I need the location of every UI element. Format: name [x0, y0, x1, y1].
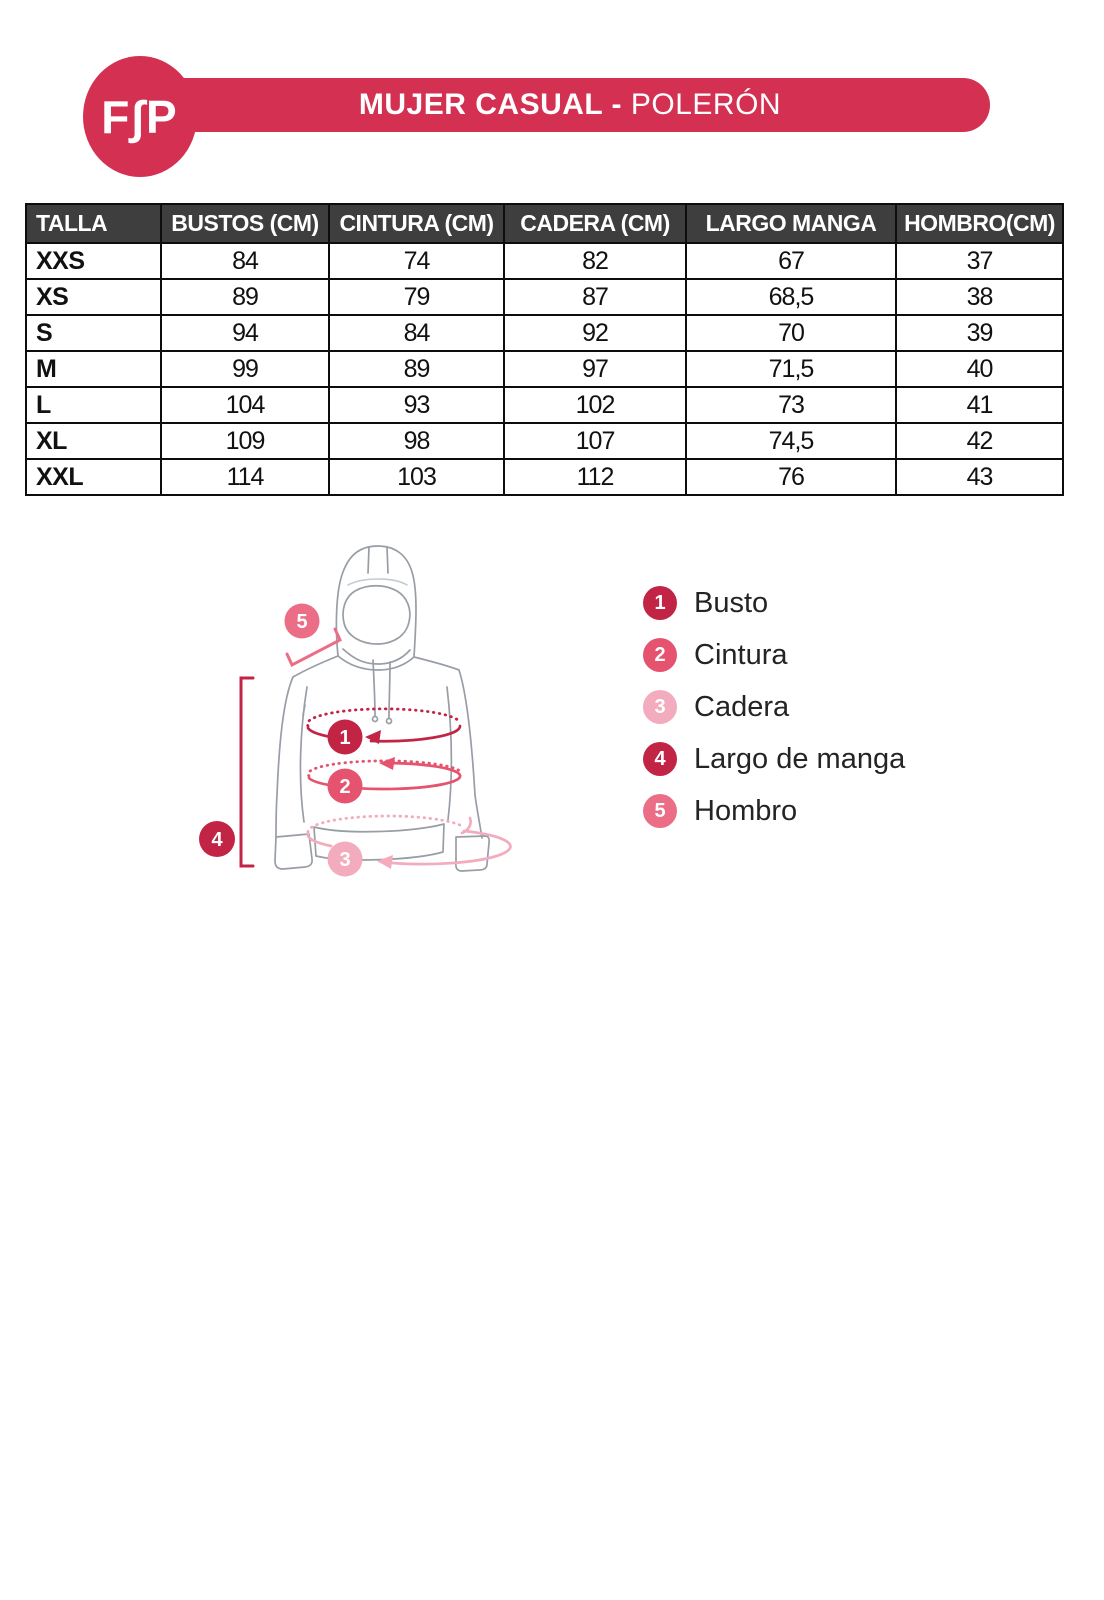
hoodie-measurement-diagram	[195, 515, 535, 890]
diagram-badge-sleeve	[199, 821, 235, 857]
legend-badge-5: 5	[643, 794, 677, 828]
svg-text:1: 1	[339, 727, 351, 749]
size-value: 98	[329, 423, 504, 459]
legend-item	[643, 690, 905, 724]
hoodie-sketch	[275, 546, 489, 871]
legend-label: Largo de manga	[694, 743, 906, 775]
column-header: HOMBRO(CM)	[896, 204, 1063, 243]
table-row	[26, 243, 1063, 279]
size-value: 104	[161, 387, 329, 423]
sleeve-length-line	[241, 678, 253, 866]
size-value: 87	[504, 279, 686, 315]
svg-text:3: 3	[339, 849, 351, 871]
legend-label: Cadera	[694, 691, 790, 723]
size-value: 37	[896, 243, 1063, 279]
size-value: 74,5	[686, 423, 896, 459]
size-value: 114	[161, 459, 329, 495]
title-banner	[150, 78, 990, 132]
size-value: 73	[686, 387, 896, 423]
size-value: 93	[329, 387, 504, 423]
size-value: 97	[504, 351, 686, 387]
size-label: XL	[26, 423, 161, 459]
measurement-legend	[643, 586, 905, 846]
size-label: S	[26, 315, 161, 351]
size-value: 43	[896, 459, 1063, 495]
size-value: 84	[329, 315, 504, 351]
diagram-badge-bust	[328, 720, 363, 755]
size-label: XXS	[26, 243, 161, 279]
legend-item	[643, 794, 905, 828]
size-value: 42	[896, 423, 1063, 459]
size-value: 70	[686, 315, 896, 351]
diagram-badge-waist	[328, 769, 363, 804]
size-value: 38	[896, 279, 1063, 315]
column-header: CADERA (CM)	[504, 204, 686, 243]
column-header: BUSTOS (CM)	[161, 204, 329, 243]
size-value: 76	[686, 459, 896, 495]
column-header: LARGO MANGA	[686, 204, 896, 243]
size-value: 102	[504, 387, 686, 423]
table-row	[26, 351, 1063, 387]
size-label: M	[26, 351, 161, 387]
size-value: 71,5	[686, 351, 896, 387]
table-row	[26, 423, 1063, 459]
column-header: TALLA	[26, 204, 161, 243]
size-label: L	[26, 387, 161, 423]
size-value: 89	[329, 351, 504, 387]
legend-label: Busto	[694, 587, 769, 619]
size-value: 68,5	[686, 279, 896, 315]
diagram-badge-shoulder	[285, 604, 320, 639]
size-value: 92	[504, 315, 686, 351]
legend-item	[643, 638, 905, 672]
size-table	[25, 203, 1064, 496]
size-value: 40	[896, 351, 1063, 387]
size-value: 67	[686, 243, 896, 279]
size-value: 109	[161, 423, 329, 459]
table-row	[26, 315, 1063, 351]
svg-text:2: 2	[339, 776, 351, 798]
size-value: 99	[161, 351, 329, 387]
size-label: XXL	[26, 459, 161, 495]
legend-badge-1: 1	[643, 586, 677, 620]
table-row	[26, 459, 1063, 495]
legend-item	[643, 586, 905, 620]
size-label: XS	[26, 279, 161, 315]
legend-badge-2: 2	[643, 638, 677, 672]
size-table-header-row	[26, 204, 1063, 243]
size-value: 107	[504, 423, 686, 459]
size-value: 74	[329, 243, 504, 279]
size-value: 79	[329, 279, 504, 315]
size-table-body	[26, 243, 1063, 495]
table-row	[26, 279, 1063, 315]
svg-text:4: 4	[211, 829, 223, 851]
legend-label: Hombro	[694, 795, 798, 827]
size-value: 103	[329, 459, 504, 495]
column-header: CINTURA (CM)	[329, 204, 504, 243]
size-value: 94	[161, 315, 329, 351]
svg-text:5: 5	[296, 611, 308, 633]
size-value: 84	[161, 243, 329, 279]
diagram-badge-hip	[328, 842, 363, 877]
size-value: 89	[161, 279, 329, 315]
page-title	[359, 88, 781, 122]
size-value: 82	[504, 243, 686, 279]
brand-logo-text: F∫P	[101, 90, 179, 143]
table-row	[26, 387, 1063, 423]
waist-arrowhead	[379, 757, 395, 770]
page-title-garment: POLERÓN	[630, 88, 782, 121]
size-value: 39	[896, 315, 1063, 351]
page-title-category: MUJER CASUAL -	[358, 88, 631, 121]
hip-arrowhead	[377, 855, 393, 869]
size-value: 41	[896, 387, 1063, 423]
size-value: 112	[504, 459, 686, 495]
brand-logo	[83, 56, 197, 177]
legend-item	[643, 742, 905, 776]
legend-badge-4: 4	[643, 742, 677, 776]
legend-badge-3: 3	[643, 690, 677, 724]
hood-rim-fold-line	[348, 579, 407, 585]
legend-label: Cintura	[694, 639, 788, 671]
